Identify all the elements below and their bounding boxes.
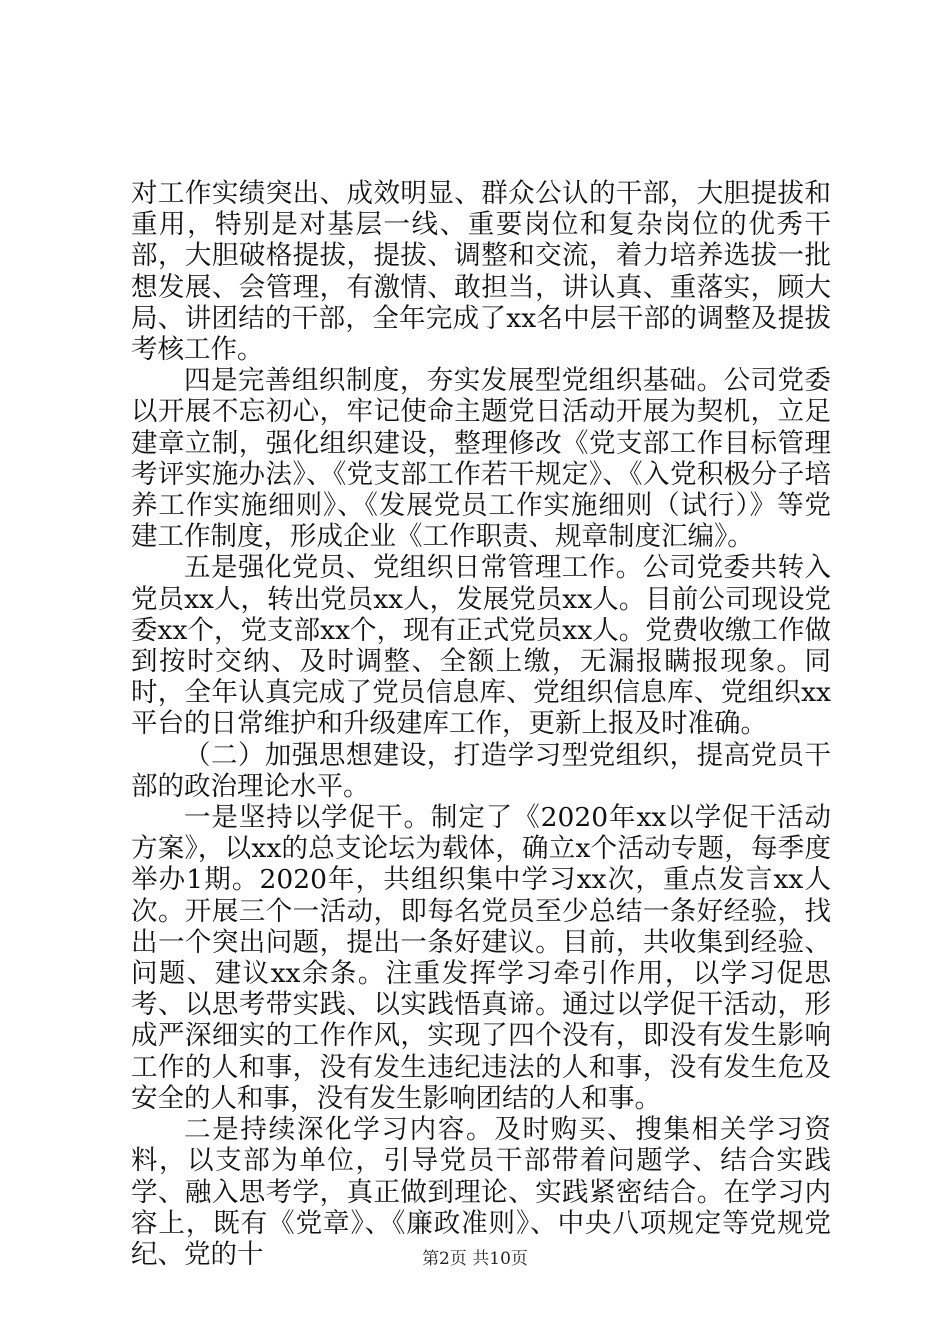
section-heading-ideology: （二）加强思想建设，打造学习型党组织，提高党员干部的政治理论水平。 xyxy=(131,739,831,802)
paragraph-learning-promotes-work: 一是坚持以学促干。制定了《2020年xx以学促干活动方案》，以xx的总支论坛为载体，确立x个活动专题，每季度举办1期。2020年，共组织集中学习xx次，重点发言xx人次。开展三个一活动，即每名党员至少总结一条好经验，找出一个突出问题，提出一条好建议。目前，共收集到经验、问题、建议xx余条。注重发挥学习牵引作用，以学习促思考、以思考带实践、以实践悟真谛。通过以学促干活动，形成严深细实的工作作风，实现了四个没有，即没有发生影响工作的人和事，没有发生违纪违法的人和事，没有发生危及安全的人和事，没有发生影响团结的人和事。 xyxy=(131,802,831,1114)
document-body xyxy=(131,178,831,1270)
page-number-footer: 第2页 共10页 xyxy=(422,1249,528,1269)
paragraph-deepen-learning: 二是持续深化学习内容。及时购买、搜集相关学习资料，以支部为单位，引导党员干部带着问题学、结合实践学、融入思考学，真正做到理论、实践紧密结合。在学习内容上，既有《党章》、《廉政准则》、中央八项规定等党规党纪、党的十 xyxy=(131,1114,831,1270)
paragraph-member-management: 五是强化党员、党组织日常管理工作。公司党委共转入党员xx人，转出党员xx人，发展党员xx人。目前公司现设党委xx个，党支部xx个，现有正式党员xx人。党费收缴工作做到按时交纳、及时调整、全额上缴，无漏报瞒报现象。同时，全年认真完成了党员信息库、党组织信息库、党组织xx平台的日常维护和升级建库工作，更新上报及时准确。 xyxy=(131,552,831,740)
paragraph-continuation: 对工作实绩突出、成效明显、群众公认的干部，大胆提拔和重用，特别是对基层一线、重要岗位和复杂岗位的优秀干部，大胆破格提拔，提拔、调整和交流，着力培养选拔一批想发展、会管理，有激情、敢担当，讲认真、重落实，顾大局、讲团结的干部，全年完成了xx名中层干部的调整及提拔考核工作。 xyxy=(131,178,831,366)
paragraph-organization-system: 四是完善组织制度，夯实发展型党组织基础。公司党委以开展不忘初心，牢记使命主题党日活动开展为契机，立足建章立制，强化组织建设，整理修改《党支部工作目标管理考评实施办法》、《党支部工作若干规定》、《入党积极分子培养工作实施细则》、《发展党员工作实施细则（试行）》等党建工作制度，形成企业《工作职责、规章制度汇编》。 xyxy=(131,365,831,553)
